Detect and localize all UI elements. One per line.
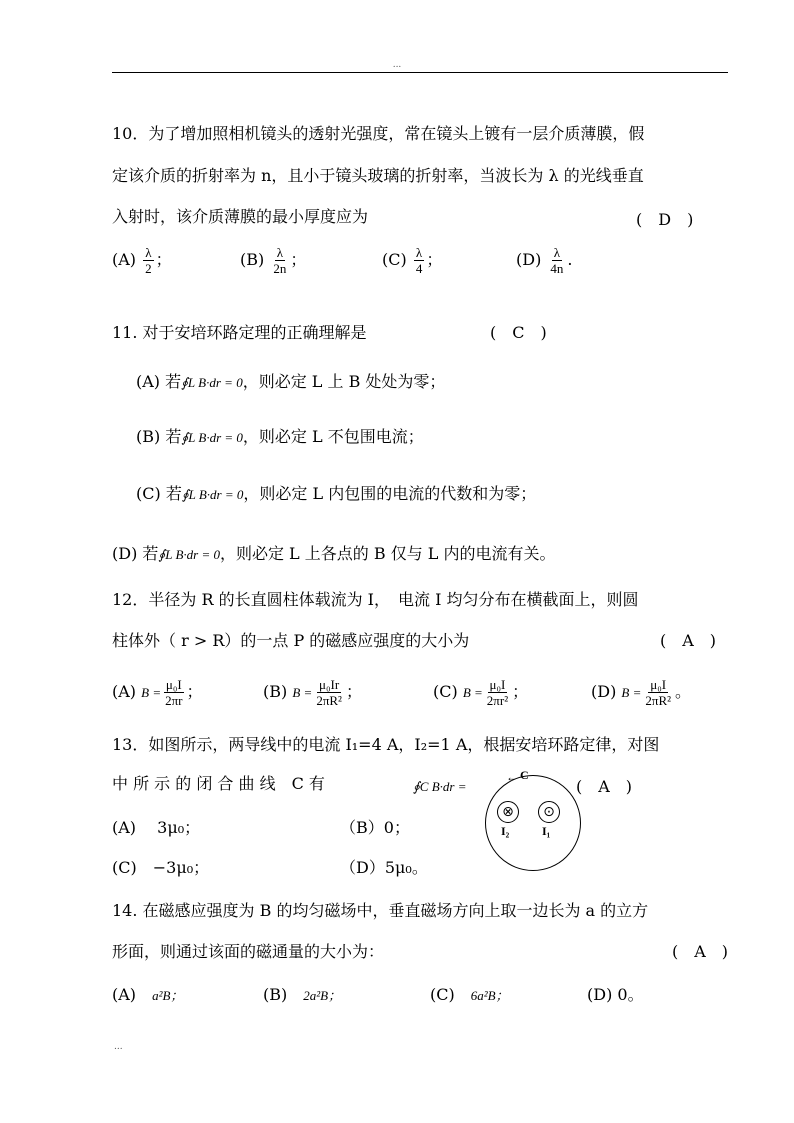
footer-dots: ... (114, 1042, 123, 1052)
q13-line2: 中 所 示 的 闭 合 曲 线 C 有 (112, 774, 325, 793)
q12-option-b-suffix: ； (345, 682, 362, 701)
q12-option-c-suffix: ； (512, 682, 529, 701)
curve-arrow-icon: ← (506, 770, 518, 784)
q10-option-c-suffix: ； (426, 250, 443, 269)
q12-option-d-suffix: 。 (675, 682, 692, 701)
q11-option-a-formula: ∮L B·dr = 0 (181, 375, 243, 390)
q11-stem: 11. 对于安培环路定理的正确理解是 (112, 323, 367, 342)
q12-option-a-num: μ₀I (165, 677, 182, 692)
q11-option-a-prefix: 若 (165, 372, 182, 391)
q10-option-b-label: (B) (240, 250, 265, 269)
q14-line2: 形面，则通过该面的磁通量的大小为： (112, 942, 385, 961)
q10-option-b-frac (271, 245, 288, 276)
q12-option-d-num: μ₀I (650, 677, 667, 692)
q12-option-b-num: μ₀Ir (319, 677, 340, 692)
q10-option-a-suffix: ； (155, 250, 172, 269)
q14-line1: 14. 在磁感应强度为 B 的均匀磁场中，垂直磁场方向上取一边长为 a 的立方 (112, 901, 649, 920)
wire-label-i2: I₂ (501, 824, 510, 838)
q11-option-c-formula: ∮L B·dr = 0 (181, 487, 244, 502)
q12-option-a-lhs: B = (141, 685, 162, 700)
wire-i1-out-of-page-icon: ⊙ (538, 801, 560, 823)
q10-option-a-frac (143, 245, 154, 276)
q11-option-a (136, 372, 445, 393)
q11-option-b (136, 427, 424, 448)
q10-option-c-den: 4 (415, 261, 423, 276)
wire-label-i1: I₁ (542, 824, 551, 838)
q11-option-b-prefix: 若 (165, 427, 182, 446)
q12-option-a-label: (A) (112, 682, 137, 701)
q11-option-d-formula: ∮L B·dr = 0 (158, 547, 220, 562)
q10-option-c (382, 240, 442, 280)
q12-option-c-frac (485, 677, 510, 708)
q13-option-a-label: (A) (112, 818, 137, 837)
q12-option-b-lhs: B = (292, 685, 313, 700)
q13-formula (413, 776, 466, 797)
q10-option-d-num: λ (553, 245, 561, 260)
q14-option-b (263, 985, 341, 1006)
q14-option-c-text: 6a²B； (470, 988, 509, 1003)
q12-option-a-den: 2πr (165, 693, 183, 708)
wire-i2-into-page-icon: ⊗ (497, 801, 519, 823)
q12-option-d-frac (643, 677, 673, 708)
q11-option-d (112, 544, 556, 565)
q14-option-a-label: (A) (112, 985, 137, 1004)
q14-option-d (587, 985, 644, 1005)
q13-option-a (112, 818, 200, 838)
q12-option-c-label: (C) (433, 682, 458, 701)
q12-option-c (433, 672, 528, 712)
q12-line2: 柱体外（ r > R）的一点 P 的磁感应强度的大小为 (112, 631, 470, 650)
q14-option-a (112, 985, 183, 1006)
q11-option-d-text: ，则必定 L 上各点的 B 仅与 L 内的电流有关。 (219, 544, 556, 563)
q12-option-a (112, 672, 203, 712)
q12-option-d-den: 2πR² (645, 693, 672, 708)
q11-option-c-prefix: 若 (165, 484, 182, 503)
q13-formula-text: ∮C B·dr = (413, 779, 467, 794)
q14-answer: ( A ) (672, 942, 729, 961)
q10-option-b-num: λ (276, 245, 283, 260)
q12-option-d-label: (D) (591, 682, 617, 701)
q10-option-a-label: (A) (112, 250, 137, 269)
q14-option-b-label: (B) (263, 985, 288, 1004)
q14-option-a-text: a²B； (152, 988, 184, 1003)
q10-options (112, 240, 172, 280)
q10-option-d-den: 4n (550, 261, 564, 276)
q11-option-d-prefix: 若 (142, 544, 159, 563)
q10-option-b (240, 240, 306, 280)
q14-option-d-label: (D) (587, 985, 613, 1004)
q13-answer: ( A ) (576, 777, 633, 796)
q13-option-c: (C) −3μ₀； (112, 858, 210, 877)
q13-option-d: （D）5μ₀。 (340, 858, 428, 877)
q11-option-c-text: ，则必定 L 内包围的电流的代数和为零； (243, 484, 537, 503)
q13-option-b: （B）0； (340, 818, 410, 837)
q12-option-a-suffix: ； (186, 682, 203, 701)
q10-option-c-frac (414, 245, 425, 276)
q10-option-d-frac (548, 245, 565, 276)
q10-option-a-num: λ (145, 245, 152, 260)
q12-option-d-lhs: B = (621, 685, 642, 700)
q13-line1: 13．如图所示，两导线中的电流 I₁=4 A，I₂=1 A，根据安培环路定律，对图 (112, 735, 660, 754)
q10-option-b-suffix: ； (290, 250, 307, 269)
header-dots: ... (392, 60, 402, 70)
q14-option-c (430, 985, 509, 1006)
q11-option-c (136, 484, 536, 505)
q10-option-c-num: λ (415, 245, 423, 260)
closed-curve-c (485, 775, 581, 871)
q11-option-a-text: ，则必定 L 上 B 处处为零； (242, 372, 446, 391)
q12-line1: 12．半径为 R 的长直圆柱体载流为 I， 电流 I 均匀分布在横截面上，则圆 (112, 590, 639, 609)
q10-answer: ( D ) (636, 210, 694, 229)
q10-option-d-label: (D) (516, 250, 542, 269)
q10-line3: 入射时，该介质薄膜的最小厚度应为 (112, 207, 369, 226)
q12-option-b-frac (314, 677, 344, 708)
q10-line1 (112, 124, 728, 144)
q14-option-d-text: 0。 (617, 985, 644, 1004)
q14-option-b-text: 2a²B； (303, 988, 342, 1003)
q10-option-b-den: 2n (273, 261, 287, 276)
q12-option-b-label: (B) (263, 682, 288, 701)
q11-option-b-label: (B) (136, 427, 161, 446)
q10-line2: 定该介质的折射率为 n，且小于镜头玻璃的折射率，当波长为 λ 的光线垂直 (112, 166, 644, 185)
q11-option-c-label: (C) (136, 484, 161, 503)
q10-line1-text: 10．为了增加照相机镜头的透射光强度，常在镜头上镀有一层介质薄膜，假 (112, 124, 645, 143)
q12-option-c-num: μ₀I (489, 677, 506, 692)
q10-option-d (516, 240, 573, 280)
q10-option-a (112, 245, 172, 276)
q10-option-a-den: 2 (145, 261, 152, 276)
header-rule (112, 72, 728, 73)
q12-option-b-den: 2πR² (316, 693, 342, 708)
q12-option-c-lhs: B = (462, 685, 483, 700)
q12-option-c-den: 2πr² (486, 693, 509, 708)
q11-answer: ( C ) (490, 323, 547, 342)
q14-option-c-label: (C) (430, 985, 455, 1004)
q10-option-d-suffix: . (567, 250, 573, 269)
q11-option-b-text: ，则必定 L 不包围电流； (242, 427, 424, 446)
q12-answer: ( A ) (660, 631, 717, 650)
q12-option-d (591, 672, 691, 712)
q13-option-a-text: 3μ₀； (157, 818, 201, 837)
q12-option-b (263, 672, 362, 712)
q11-option-d-label: (D) (112, 544, 138, 563)
curve-label-c: C (520, 768, 529, 782)
q11-option-b-formula: ∮L B·dr = 0 (181, 430, 243, 445)
q10-option-c-label: (C) (382, 250, 407, 269)
q11-option-a-label: (A) (136, 372, 161, 391)
q12-option-a-frac (163, 677, 184, 708)
